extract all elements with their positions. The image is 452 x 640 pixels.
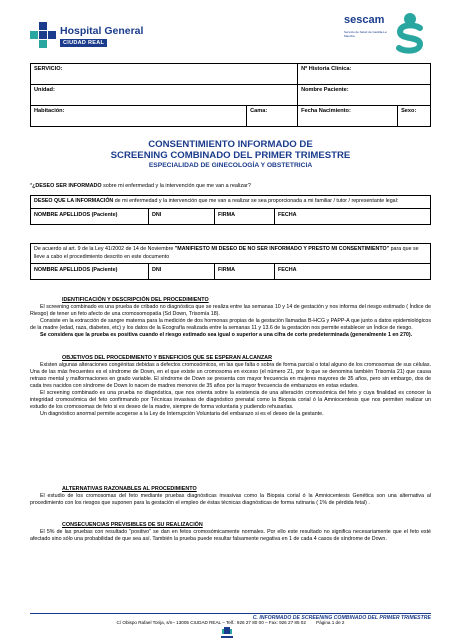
box2-pre: De acuerdo al art. 9 de la Ley 41/2002 de 14 de Noviembre [34,246,175,252]
box1-bold: DESEO QUE LA INFORMACIÓN [34,198,114,204]
hospital-city: CIUDAD REAL [60,39,107,47]
section-consequences-body [30,529,431,543]
box2-nombre-cell[interactable]: NOMBRE APELLIDOS (Paciente) [31,264,149,279]
box2-fecha-cell[interactable]: FECHA [278,267,297,273]
patient-data-table [30,63,431,127]
fecha-nacimiento-cell[interactable]: Fecha Nacimiento: [298,106,398,127]
box2-dni-cell[interactable]: DNI [149,264,215,279]
family-information-box [30,195,431,225]
family-information-text [31,196,430,208]
paragraph: Se considera que la prueba es positiva cuando el riesgo estimado sea igual o superior a una cifra de corte predeterminada (generalmente 1 en 270). [40,332,413,338]
paragraph: El screening combinado es una prueba no diagnóstica, que nos orienta sobre la existencia de una alteración cromosómica del feto y cuya finalidad es conocer la integridad cromosómica del feto confirmando por Técnicas invasivas de diagnóstico prenatal como la Biopsia corial ó la Amniocentesis que nos permiten realizar un estudio de los cromosomas de feto si es deseo de la madre, siempre de forma voluntaria y pudiendo rehusarlas. [30,390,431,410]
castilla-la-mancha-logo-icon [220,627,234,639]
no-information-text [31,244,430,263]
sescam-subtitle: Servicio de Salud de Castilla-La Mancha [344,30,387,38]
sexo-cell[interactable]: Sexo: [398,106,431,127]
box1-dni-cell[interactable]: DNI [149,209,215,224]
section-heading: OBJETIVOS DEL PROCEDIMIENTO Y BENEFICIOS QUE SE ESPERAN ALCANZAR [62,355,272,361]
paragraph: El screening combinado es una prueba de cribado no diagnóstica que se realiza entre las semanas 10 y 14 de gestación y nos informa del riesgo estimado ( Índice de Riesgo) de tener un feto afecto de una cromosomopatía (Sd Down, Trisomía 18). [30,304,431,317]
box1-signature-row [31,208,430,224]
unidad-cell[interactable]: Unidad: [31,85,298,106]
page-number: Página 1 de 2 [316,620,345,625]
sescam-s-icon [394,12,426,56]
paragraph: Existen algunas alteraciones congénitas debidas a defectos cromosómicos, en las que falta o sobra de forma parcial o total alguno de los cromosomas de sus células. Una de las más frecuentes es el síndrome de Down, en el que existe un cromosoma en exceso (el número 21, por lo que se denomina también Trisomía 21) que causa retraso mental y malformaciones en grado variable. El síndrome de Down se presenta con mayor frecuencia en mujeres mayores de 35 años, pero sin embargo, dos de cada tres nacidos con síndrome de Down lo nacen de madres menores de 35 años por la mayor frecuencia de embarazos en estas edades. [30,362,431,389]
specialty-title: ESPECIALIDAD DE GINECOLOGÍA Y OBSTETRICIA [148,162,313,169]
sescam-name: sescam [344,14,385,26]
paragraph: Consiste en la extracción de sangre materna para la medición de dos hormonas propias de la gestación llamadas B-HCG y PAPP-A que junto a datos epidemiológicos de la madre (edad, raza, diabetes, etc) y los datos de la Ecografía realizada entre la semanas 11 y 13.6 de la gestación nos permite establecer un Índice de riesgo. [30,318,431,331]
box2-post: para que se lleve a cabo el procedimiento descrito en este documento [34,246,419,260]
box2-bold: "MANIFIESTO MI DESEO DE NO SER INFORMADO Y PRESTO MI CONSENTIMIENTO" [174,246,390,252]
information-question: *¿DESEO SER INFORMADO sobre mi enfermedad y la intervención que me van a realizar? [30,183,251,189]
question-rest: sobre mi enfermedad y la intervención que me van a realizar? [101,183,251,189]
nombre-paciente-cell[interactable]: Nombre Paciente: [298,85,431,106]
footer-address-line [30,620,431,625]
paragraph: El estudio de los cromosomas del feto mediante pruebas diagnósticas invasivas como la Biopsia corial ó la Amniocentesis Genética son una alternativa al procedimiento con los riesgos que suponen para la gestación el empleo de éstas técnicas diagnósticas de forma rutinaria ( 1% de pérdida fetal) . [30,493,431,506]
section-objectives-body [30,362,431,418]
box2-signature-row [31,263,430,279]
document-title [30,139,431,161]
section-heading: ALTERNATIVAS RAZONABLES AL PROCEDIMIENTO [62,486,197,492]
habitacion-cell[interactable]: Habitación: [31,106,247,127]
no-information-box [30,243,431,280]
hospital-name: Hospital General [60,25,144,37]
hospital-cross-icon [30,22,56,52]
title-line-2: SCREENING COMBINADO DEL PRIMER TRIMESTRE [110,150,351,161]
box1-rest: de mi enfermedad y la intervención que me van a realizar se sea proporcionada a mi familiar / tutor / representante legal: [113,198,399,204]
section-heading: CONSECUENCIAS PREVISIBLES DE SU REALIZACIÓN [62,522,203,528]
box1-firma-cell[interactable]: FIRMA [215,209,275,224]
box1-nombre-cell[interactable]: NOMBRE APELLIDOS (Paciente) [31,209,149,224]
paragraph: El 5% de las pruebas con resultado "positivo" se dan en fetos cromosómicamente normales. Por ello este resultado no significa necesariamente que el feto esté afectado sino sólo una probabilidad de que sea así. También la prueba puede resultar falsamente negativa en 1 de cada 4 casos de síndrome de Down. [30,529,431,542]
title-line-1: CONSENTIMIENTO INFORMADO DE [148,139,313,150]
cama-cell[interactable]: Cama: [247,106,298,127]
sescam-logo [340,10,430,60]
hospital-logo [30,20,144,54]
question-bold: ¿DESEO SER INFORMADO [32,183,102,189]
section-heading: IDENTIFICACIÓN Y DESCRIPCIÓN DEL PROCEDIMIENTO [62,297,209,303]
servicio-cell[interactable]: SERVICIO: [31,64,298,85]
footer-address: C/ Obispo Rafael Torija, s/n– 13005 CIUDAD REAL – Telf.: 926 27 80 00 – Fax: 926 27 85 02 [116,620,306,625]
box1-fecha-cell[interactable]: FECHA [278,211,297,218]
section-identification-body [30,304,431,339]
paragraph: Un diagnóstico anormal permite acogerse a la Ley de Interrupción Voluntaria del embarazo si es el deseo de la gestante. [40,411,324,417]
historia-cell[interactable]: Nº Historia Clínica: [298,64,431,85]
footer-document-title: C. INFORMADO DE SCREENING COMBINADO DEL PRIMER TRIMESTRE [30,613,431,621]
box2-firma-cell[interactable]: FIRMA [215,264,275,279]
section-alternatives-body [30,493,431,507]
